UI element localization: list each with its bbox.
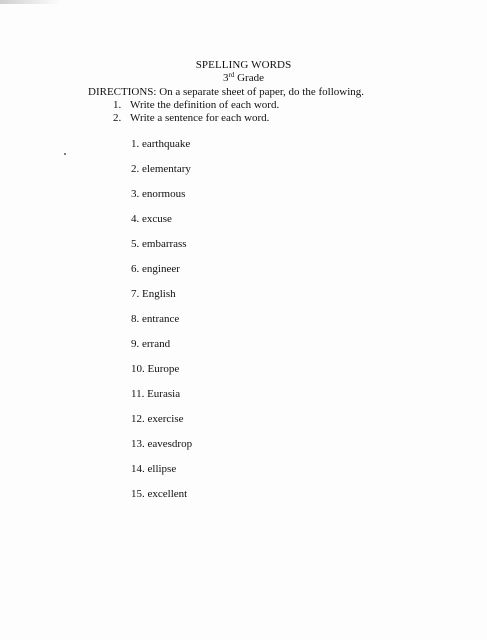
list-item: 13. eavesdrop [131, 438, 193, 450]
list-item: 9. errand [131, 338, 171, 350]
list-item: 2. elementary [131, 163, 191, 175]
grade-label: Grade [234, 72, 264, 84]
list-item: 6. engineer [131, 263, 180, 275]
scan-artifact [0, 0, 60, 4]
grade-number: 3 [223, 72, 229, 84]
grade-superscript: rd [228, 71, 235, 79]
direction-item-number: 2. [113, 112, 122, 124]
scan-speck [64, 153, 66, 155]
list-item: 1. earthquake [131, 138, 191, 150]
list-item: 12. exercise [131, 413, 184, 425]
list-item: 10. Europe [131, 363, 180, 375]
list-item: 4. excuse [131, 213, 172, 225]
direction-item-text: Write the definition of each word. [130, 99, 280, 111]
grade-line [0, 72, 487, 84]
direction-item-number: 1. [113, 99, 122, 111]
spelling-word-list [131, 138, 192, 513]
directions-heading: DIRECTIONS: On a separate sheet of paper, do the following. [88, 86, 365, 98]
list-item: 11. Eurasia [131, 388, 181, 400]
document-title: SPELLING WORDS [195, 59, 292, 71]
list-item: 14. ellipse [131, 463, 177, 475]
direction-item-text: Write a sentence for each word. [130, 112, 270, 124]
list-item: 15. excellent [131, 488, 188, 500]
list-item: 3. enormous [131, 188, 186, 200]
list-item: 5. embarrass [131, 238, 187, 250]
list-item: 7. English [131, 288, 176, 300]
list-item: 8. entrance [131, 313, 180, 325]
